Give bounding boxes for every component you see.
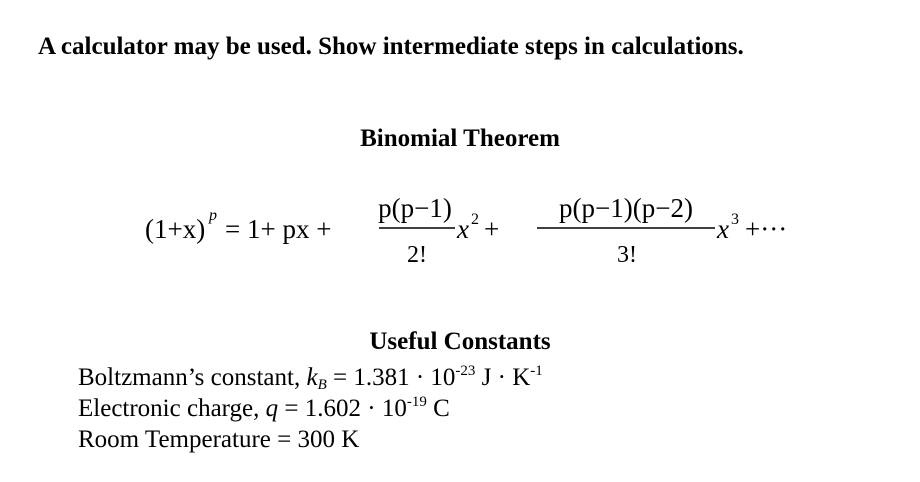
binomial-formula xyxy=(143,182,823,272)
term3-variable: x xyxy=(717,214,729,244)
constants-list xyxy=(78,362,543,455)
boltzmann-unit-exponent: -1 xyxy=(530,363,543,379)
formula-lhs: (1+x) xyxy=(145,214,206,244)
formula-lhs-exponent: p xyxy=(209,207,217,224)
boltzmann-value: = 1.381 · 10 xyxy=(332,364,456,391)
boltzmann-label: Boltzmann’s constant, xyxy=(78,364,301,391)
term3-plus: + xyxy=(484,214,500,244)
term3-denominator: 3! xyxy=(617,242,637,268)
term2-denominator: 2! xyxy=(407,242,427,268)
boltzmann-symbol: k xyxy=(306,364,318,391)
room-temperature-row xyxy=(78,424,543,455)
boltzmann-constant-row xyxy=(78,362,543,393)
binomial-theorem-heading: Binomial Theorem xyxy=(360,125,560,152)
charge-value: = 1.602 · 10 xyxy=(284,395,407,422)
electronic-charge-row xyxy=(78,393,543,424)
term3-numerator: p(p−1)(p−2) xyxy=(559,193,693,223)
useful-constants-heading: Useful Constants xyxy=(369,328,551,355)
term3-exponent: 3 xyxy=(731,211,739,228)
charge-symbol: q xyxy=(265,395,279,422)
formula-linear-terms: = 1+ px + xyxy=(225,214,332,244)
boltzmann-exponent: -23 xyxy=(455,363,476,379)
temperature-text: Room Temperature = 300 K xyxy=(78,426,360,453)
charge-label: Electronic charge, xyxy=(78,395,260,422)
term2-exponent: 2 xyxy=(471,211,479,228)
term2-numerator: p(p−1) xyxy=(378,193,452,223)
boltzmann-subscript: B xyxy=(317,377,327,393)
charge-unit: C xyxy=(433,395,450,422)
instruction-text: A calculator may be used. Show intermediate steps in calculations. xyxy=(38,33,744,60)
formula-tail: +··· xyxy=(745,214,788,244)
boltzmann-unit: J · K xyxy=(481,364,531,391)
term2-variable: x xyxy=(457,214,469,244)
charge-exponent: -19 xyxy=(406,394,427,410)
